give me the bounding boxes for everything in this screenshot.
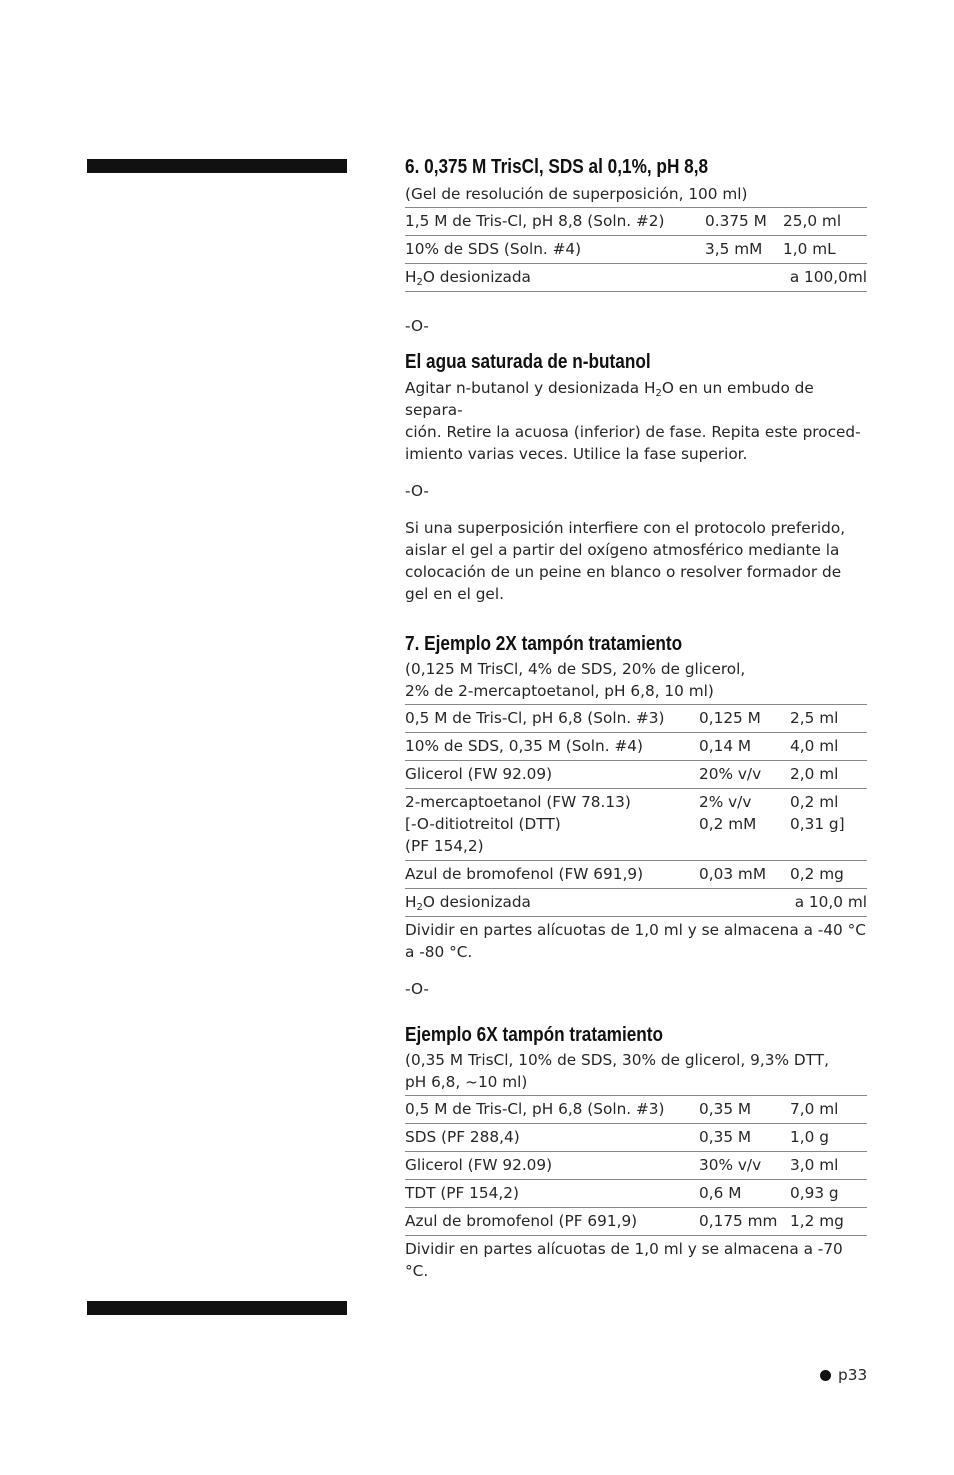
water-h: H — [405, 893, 417, 911]
section-6-subtitle: (Gel de resolución de superposición, 100 ml) — [405, 185, 748, 203]
section-7-title: 7. Ejemplo 2X tampón tratamiento — [405, 633, 683, 655]
concentration-cell: 30% v/v — [699, 1152, 790, 1180]
concentration-cell: 0.375 M — [705, 208, 783, 236]
ingredient-cell: SDS (PF 288,4) — [405, 1124, 699, 1152]
concentration-cell: 20% v/v — [699, 761, 790, 789]
ingredient-cell — [405, 264, 705, 292]
water-subscript: 2 — [416, 902, 423, 913]
section-7-table — [405, 704, 867, 917]
amount-cell: 25,0 ml — [783, 208, 867, 236]
overlay-note: Si una superposición interfiere con el protocolo preferido, aislar el gel a partir del oxígeno atmosférico mediante la colocación de un peine en blanco o resolver formador de gel en el gel. — [405, 519, 846, 603]
section-7-storage-note: Dividir en partes alícuotas de 1,0 ml y se almacena a -40 °C a -80 °C. — [405, 921, 866, 961]
table-row — [405, 1124, 867, 1152]
amount-cell: 1,0 g — [790, 1124, 867, 1152]
section-6-title: 6. 0,375 M TrisCl, SDS al 0,1%, pH 8,8 — [405, 156, 709, 178]
concentration-cell: 0,6 M — [699, 1180, 790, 1208]
table-row — [405, 705, 867, 733]
page-footer — [820, 1366, 867, 1384]
table-row — [405, 733, 867, 761]
amount-cell: a 10,0 ml — [699, 889, 867, 917]
ingredient-cell: 10% de SDS (Soln. #4) — [405, 236, 705, 264]
ingredient-cell: 1,5 M de Tris-Cl, pH 8,8 (Soln. #2) — [405, 208, 705, 236]
water-h: H — [405, 268, 417, 286]
ingredient-cell: Azul de bromofenol (PF 691,9) — [405, 1208, 699, 1236]
concentration-cell: 2% v/v 0,2 mM — [699, 789, 790, 861]
amount-cell: 3,0 ml — [790, 1152, 867, 1180]
page-number: p33 — [838, 1366, 868, 1384]
amount-cell: 1,0 mL — [783, 236, 867, 264]
butanol-text — [405, 377, 867, 465]
ingredient-cell: Azul de bromofenol (FW 691,9) — [405, 861, 699, 889]
decorative-bar-top — [87, 159, 347, 173]
table-row — [405, 861, 867, 889]
table-row — [405, 1096, 867, 1124]
concentration-cell: 0,35 M — [699, 1124, 790, 1152]
amount-cell: a 100,0ml — [705, 264, 867, 292]
concentration-cell: 0,03 mM — [699, 861, 790, 889]
ingredient-cell: 2-mercaptoetanol (FW 78.13) [-O-ditiotreitol (DTT) (PF 154,2) — [405, 789, 699, 861]
ingredient-cell — [405, 889, 699, 917]
decorative-bar-bottom — [87, 1301, 347, 1315]
section-7-subtitle: (0,125 M TrisCl, 4% de SDS, 20% de glicerol, 2% de 2-mercaptoetanol, pH 6,8, 10 ml) — [405, 660, 746, 700]
amount-cell: 0,93 g — [790, 1180, 867, 1208]
concentration-cell: 0,14 M — [699, 733, 790, 761]
main-content — [405, 154, 867, 1282]
table-row — [405, 208, 867, 236]
ingredient-cell: 0,5 M de Tris-Cl, pH 6,8 (Soln. #3) — [405, 1096, 699, 1124]
table-row — [405, 789, 867, 861]
section-6x-title: Ejemplo 6X tampón tratamiento — [405, 1024, 664, 1046]
table-row-water — [405, 889, 867, 917]
ingredient-cell: Glicerol (FW 92.09) — [405, 1152, 699, 1180]
section-6x-table — [405, 1095, 867, 1236]
amount-cell: 2,5 ml — [790, 705, 867, 733]
ingredient-cell: TDT (PF 154,2) — [405, 1180, 699, 1208]
butanol-title: El agua saturada de n-butanol — [405, 351, 651, 373]
section-6x-subtitle: (0,35 M TrisCl, 10% de SDS, 30% de glicerol, 9,3% DTT, pH 6,8, ~10 ml) — [405, 1051, 829, 1091]
concentration-cell: 0,125 M — [699, 705, 790, 733]
table-row — [405, 236, 867, 264]
table-row — [405, 1152, 867, 1180]
or-separator: -O- — [405, 980, 429, 998]
amount-cell: 0,2 mg — [790, 861, 867, 889]
or-separator: -O- — [405, 317, 429, 335]
bullet-icon — [820, 1370, 831, 1381]
butanol-text-rest: O en un embudo de separa- ción. Retire la acuosa (inferior) de fase. Repita este proced- imiento varias veces. Utilice la fase superior. — [405, 379, 861, 463]
amount-cell: 7,0 ml — [790, 1096, 867, 1124]
section-6x-storage-note: Dividir en partes alícuotas de 1,0 ml y se almacena a -70 °C. — [405, 1240, 843, 1280]
butanol-subscript: 2 — [655, 388, 662, 399]
water-label: O desionizada — [422, 893, 531, 911]
butanol-text-start: Agitar n-butanol y desionizada H — [405, 379, 656, 397]
amount-cell: 0,2 ml 0,31 g] — [790, 789, 867, 861]
ingredient-cell: 0,5 M de Tris-Cl, pH 6,8 (Soln. #3) — [405, 705, 699, 733]
water-label: O desionizada — [422, 268, 531, 286]
section-6-table — [405, 207, 867, 292]
table-row — [405, 1208, 867, 1236]
concentration-cell: 3,5 mM — [705, 236, 783, 264]
table-row-water — [405, 264, 867, 292]
or-separator: -O- — [405, 482, 429, 500]
water-subscript: 2 — [416, 277, 423, 288]
table-row — [405, 1180, 867, 1208]
amount-cell: 2,0 ml — [790, 761, 867, 789]
ingredient-cell: Glicerol (FW 92.09) — [405, 761, 699, 789]
ingredient-cell: 10% de SDS, 0,35 M (Soln. #4) — [405, 733, 699, 761]
concentration-cell: 0,35 M — [699, 1096, 790, 1124]
table-row — [405, 761, 867, 789]
concentration-cell: 0,175 mm — [699, 1208, 790, 1236]
amount-cell: 4,0 ml — [790, 733, 867, 761]
amount-cell: 1,2 mg — [790, 1208, 867, 1236]
